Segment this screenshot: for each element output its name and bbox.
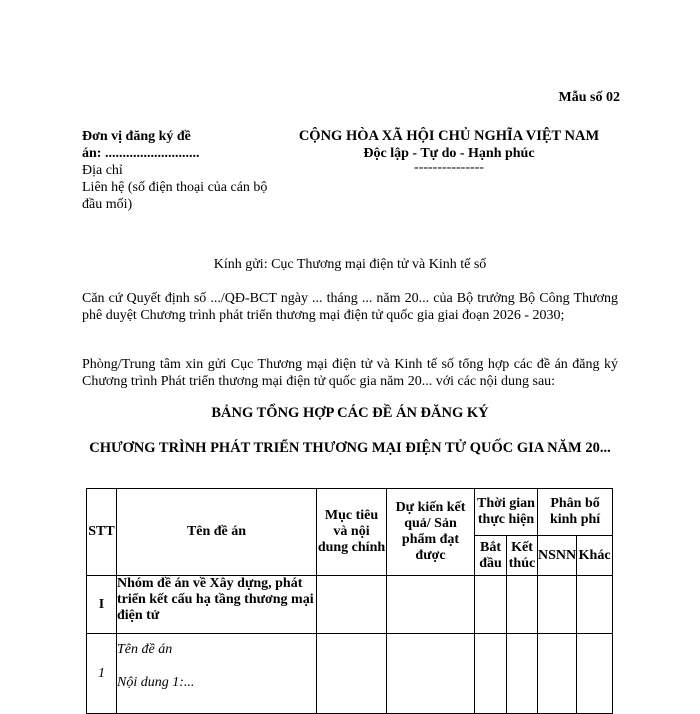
unit-label-line1: Đơn vị đăng ký đề — [82, 129, 191, 144]
empty-cell — [538, 634, 577, 714]
country-title: CỘNG HÒA XÃ HỘI CHỦ NGHĨA VIỆT NAM — [298, 128, 600, 144]
header-expected-result: Dự kiến kết quả/ Sản phẩm đạt được — [387, 489, 475, 576]
table-row — [87, 576, 613, 634]
header-time: Thời gian thực hiện — [475, 489, 538, 536]
header-other: Khác — [577, 536, 613, 576]
empty-cell — [475, 634, 507, 714]
table-subtitle: CHƯƠNG TRÌNH PHÁT TRIỂN THƯƠNG MẠI ĐIỆN TỬ QUỐC GIA NĂM 20... — [89, 440, 611, 456]
header-end: Kết thúc — [507, 536, 538, 576]
form-number: Mẫu số 02 — [558, 90, 620, 105]
empty-cell — [538, 576, 577, 634]
submission-paragraph: Phòng/Trung tâm xin gửi Cục Thương mại điện tử và Kinh tế số tổng hợp các đề án đăng ký Chương trình Phát triển thương mại điện tử quốc gia năm 20... với các nội dung sau: — [82, 357, 618, 389]
row-project-name: Tên đề án — [117, 642, 173, 657]
row-stt: I — [87, 576, 117, 634]
unit-label-line2: án: ........................... — [82, 146, 200, 161]
table-title: BẢNG TỔNG HỢP CÁC ĐỀ ÁN ĐĂNG KÝ — [211, 405, 489, 421]
projects-table — [86, 488, 613, 714]
empty-cell — [387, 634, 475, 714]
row-stt: 1 — [87, 634, 117, 714]
national-motto: Độc lập - Tự do - Hạnh phúc — [363, 146, 535, 161]
row-project-cell — [117, 634, 317, 714]
sender-block — [82, 128, 282, 213]
header-budget: Phân bổ kinh phí — [538, 489, 613, 536]
row-group-name: Nhóm đề án về Xây dựng, phát triển kết cấu hạ tầng thương mại điện tử — [117, 576, 317, 634]
empty-cell — [577, 634, 613, 714]
empty-cell — [475, 576, 507, 634]
table-row — [87, 634, 613, 714]
motto-divider: --------------- — [414, 160, 484, 175]
empty-cell — [507, 634, 538, 714]
address-label: Địa chỉ — [82, 163, 123, 178]
recipient-line: Kính gửi: Cục Thương mại điện tử và Kinh tế số — [213, 257, 487, 272]
header-start: Bắt đầu — [475, 536, 507, 576]
empty-cell — [507, 576, 538, 634]
national-header — [288, 128, 610, 174]
header-objective: Mục tiêu và nội dung chính — [317, 489, 387, 576]
empty-cell — [387, 576, 475, 634]
empty-cell — [317, 634, 387, 714]
contact-label: Liên hệ (số điện thoại của cán bộ đầu mối) — [82, 180, 268, 212]
header-stt: STT — [87, 489, 117, 576]
row-project-content: Nội dung 1:... — [117, 675, 195, 690]
header-nsnn: NSNN — [538, 536, 577, 576]
header-project-name: Tên đề án — [117, 489, 317, 576]
legal-basis-paragraph: Căn cứ Quyết định số .../QĐ-BCT ngày ... tháng ... năm 20... của Bộ trưởng Bộ Công Thương phê duyệt Chương trình phát triển thương mại điện tử quốc gia giai đoạn 2026 - 2030; — [82, 291, 618, 323]
empty-cell — [577, 576, 613, 634]
empty-cell — [317, 576, 387, 634]
